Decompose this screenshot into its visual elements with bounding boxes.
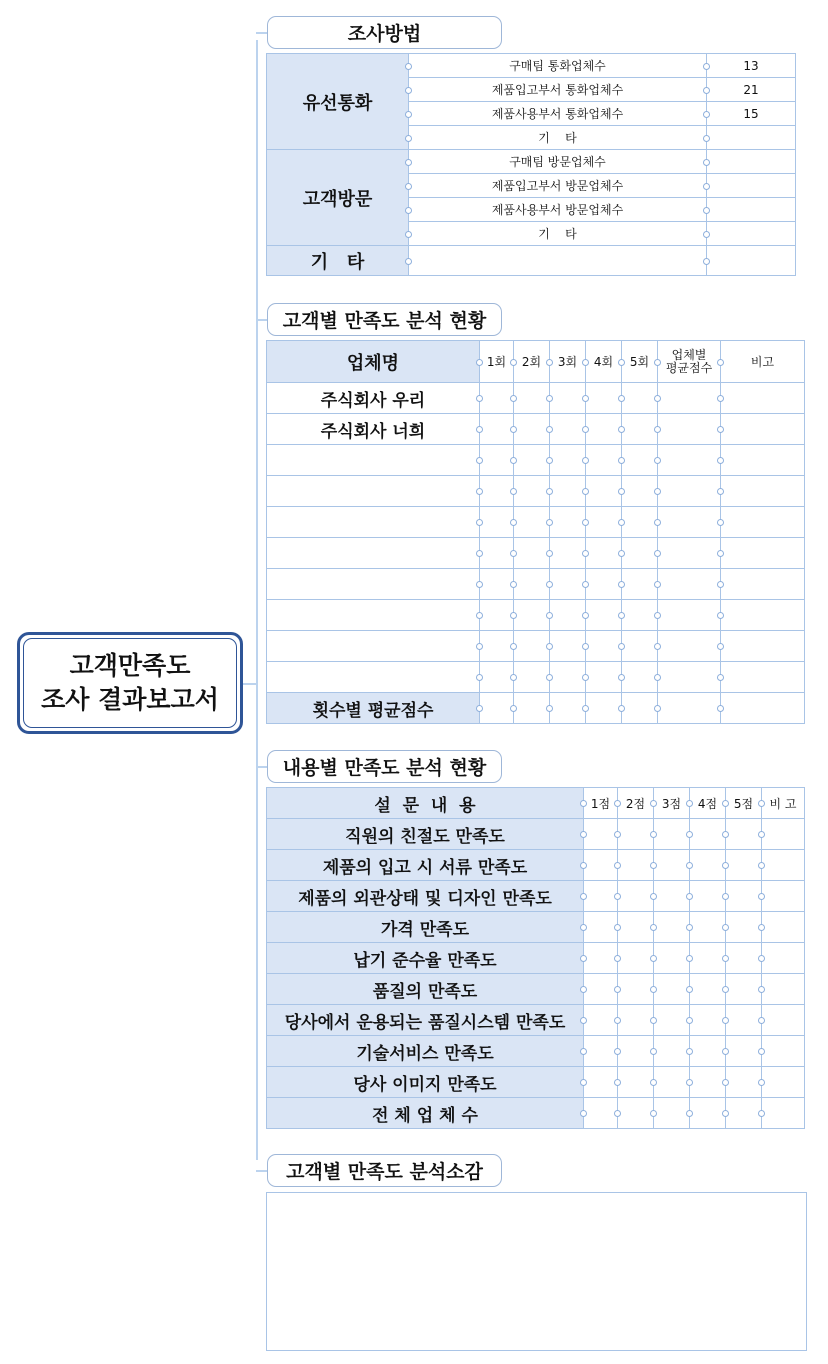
score-cell[interactable] (550, 631, 586, 662)
score-cell[interactable] (726, 912, 762, 943)
cell (550, 693, 586, 724)
header-score-2: 2점 (618, 788, 654, 819)
company-name (267, 631, 480, 662)
score-cell[interactable] (721, 507, 805, 538)
score-cell[interactable] (584, 881, 618, 912)
method-item: 구매팀 방문업체수 (409, 150, 707, 174)
score-cell[interactable] (721, 600, 805, 631)
survey-item: 직원의 친절도 만족도 (267, 819, 584, 850)
score-cell[interactable] (618, 1067, 654, 1098)
score-cell[interactable] (584, 1036, 618, 1067)
method-value: 15 (707, 102, 796, 126)
survey-item: 가격 만족도 (267, 912, 584, 943)
score-cell[interactable] (480, 538, 514, 569)
central-topic[interactable] (17, 632, 243, 734)
score-cell[interactable] (618, 1036, 654, 1067)
survey-method-table (266, 53, 796, 276)
score-cell[interactable] (658, 383, 721, 414)
group-label-other: 기 타 (267, 246, 409, 276)
score-cell[interactable] (480, 600, 514, 631)
company-row (267, 600, 805, 631)
header-round-4: 4회 (586, 341, 622, 383)
topic-survey-method-label: 조사방법 (347, 23, 422, 45)
header-average-line2: 평균점수 (665, 360, 713, 375)
score-cell[interactable] (726, 881, 762, 912)
score-cell[interactable] (721, 445, 805, 476)
score-cell[interactable] (514, 569, 550, 600)
score-cell[interactable] (584, 912, 618, 943)
score-cell[interactable] (514, 538, 550, 569)
method-item: 기 타 (409, 126, 707, 150)
group-label-visit: 고객방문 (267, 150, 409, 246)
score-cell[interactable] (658, 507, 721, 538)
score-cell[interactable] (550, 507, 586, 538)
score-cell[interactable] (690, 974, 726, 1005)
cell (622, 693, 658, 724)
score-cell[interactable] (658, 600, 721, 631)
score-cell[interactable] (514, 631, 550, 662)
score-cell[interactable] (726, 943, 762, 974)
topic-analysis-comments[interactable] (267, 1154, 502, 1187)
score-cell[interactable] (586, 662, 622, 693)
score-cell[interactable] (690, 850, 726, 881)
header-average (658, 341, 721, 383)
score-cell[interactable] (618, 881, 654, 912)
score-cell[interactable] (550, 476, 586, 507)
header-average-line1: 업체별 (671, 347, 707, 362)
score-cell[interactable] (762, 819, 805, 850)
score-cell[interactable] (622, 383, 658, 414)
score-cell[interactable] (586, 476, 622, 507)
cell (586, 693, 622, 724)
company-name (267, 538, 480, 569)
score-cell[interactable] (550, 569, 586, 600)
content-row (267, 1036, 805, 1067)
score-cell[interactable] (658, 445, 721, 476)
score-cell[interactable] (480, 662, 514, 693)
score-cell[interactable] (514, 414, 550, 445)
score-cell[interactable] (690, 1005, 726, 1036)
method-value: 13 (707, 54, 796, 78)
content-row (267, 881, 805, 912)
score-cell[interactable] (762, 881, 805, 912)
score-cell[interactable] (690, 943, 726, 974)
score-cell[interactable] (654, 912, 690, 943)
score-cell[interactable] (586, 631, 622, 662)
score-cell[interactable] (622, 445, 658, 476)
method-value (707, 150, 796, 174)
score-cell[interactable] (654, 1005, 690, 1036)
header-round-5: 5회 (622, 341, 658, 383)
header-note: 비고 (721, 341, 805, 383)
company-row (267, 631, 805, 662)
score-cell[interactable] (618, 943, 654, 974)
company-row (267, 538, 805, 569)
score-cell[interactable] (586, 507, 622, 538)
score-cell[interactable] (584, 1067, 618, 1098)
score-cell[interactable] (690, 819, 726, 850)
header-round-3: 3회 (550, 341, 586, 383)
score-cell[interactable] (550, 662, 586, 693)
score-cell[interactable] (622, 662, 658, 693)
method-item: 제품사용부서 방문업체수 (409, 198, 707, 222)
score-cell[interactable] (721, 631, 805, 662)
score-cell[interactable] (654, 1036, 690, 1067)
score-cell[interactable] (726, 1067, 762, 1098)
score-cell[interactable] (480, 631, 514, 662)
score-cell[interactable] (654, 819, 690, 850)
topic-customer-satisfaction[interactable] (267, 303, 502, 336)
score-cell[interactable] (726, 1036, 762, 1067)
cell (658, 693, 721, 724)
score-cell[interactable] (550, 383, 586, 414)
company-row (267, 445, 805, 476)
score-cell[interactable] (514, 383, 550, 414)
score-cell[interactable] (726, 850, 762, 881)
score-cell[interactable] (480, 569, 514, 600)
score-cell[interactable] (762, 912, 805, 943)
cell (514, 693, 550, 724)
central-title-line1: 고객만족도 (69, 651, 191, 680)
score-cell[interactable] (658, 662, 721, 693)
company-row (267, 507, 805, 538)
score-cell[interactable] (622, 600, 658, 631)
method-value: 21 (707, 78, 796, 102)
score-cell[interactable] (618, 850, 654, 881)
score-cell[interactable] (721, 476, 805, 507)
score-cell[interactable] (622, 507, 658, 538)
company-name (267, 445, 480, 476)
topic-content-satisfaction[interactable] (267, 750, 502, 783)
score-cell[interactable] (654, 850, 690, 881)
company-row (267, 476, 805, 507)
cell (721, 693, 805, 724)
score-cell[interactable] (550, 600, 586, 631)
score-cell[interactable] (690, 1036, 726, 1067)
company-name (267, 507, 480, 538)
score-cell[interactable] (514, 662, 550, 693)
method-item: 제품입고부서 방문업체수 (409, 174, 707, 198)
content-row (267, 912, 805, 943)
survey-item: 제품의 입고 시 서류 만족도 (267, 850, 584, 881)
method-item: 기 타 (409, 222, 707, 246)
score-cell[interactable] (586, 600, 622, 631)
score-cell[interactable] (550, 445, 586, 476)
score-cell[interactable] (762, 1036, 805, 1067)
header-score-3: 3점 (654, 788, 690, 819)
company-name: 주식회사 너희 (267, 414, 480, 445)
score-cell[interactable] (584, 974, 618, 1005)
survey-item: 품질의 만족도 (267, 974, 584, 1005)
score-cell[interactable] (658, 569, 721, 600)
method-value (707, 222, 796, 246)
score-cell[interactable] (721, 383, 805, 414)
content-row (267, 943, 805, 974)
score-cell[interactable] (584, 819, 618, 850)
company-row (267, 569, 805, 600)
score-cell[interactable] (690, 912, 726, 943)
header-survey-content: 설 문 내 용 (267, 788, 584, 819)
score-cell[interactable] (618, 1098, 654, 1129)
score-cell[interactable] (721, 569, 805, 600)
score-cell[interactable] (514, 600, 550, 631)
customer-satisfaction-table (266, 340, 805, 724)
score-cell[interactable] (658, 476, 721, 507)
method-value (707, 126, 796, 150)
score-cell[interactable] (690, 1067, 726, 1098)
cell (480, 693, 514, 724)
survey-item: 제품의 외관상태 및 디자인 만족도 (267, 881, 584, 912)
header-company: 업체명 (267, 341, 480, 383)
score-cell[interactable] (654, 881, 690, 912)
score-cell[interactable] (618, 1005, 654, 1036)
company-name (267, 662, 480, 693)
score-cell[interactable] (480, 383, 514, 414)
score-cell[interactable] (618, 819, 654, 850)
score-cell[interactable] (480, 507, 514, 538)
content-row (267, 974, 805, 1005)
score-cell[interactable] (480, 414, 514, 445)
method-item: 제품사용부서 통화업체수 (409, 102, 707, 126)
company-name (267, 600, 480, 631)
header-round-1: 1회 (480, 341, 514, 383)
score-cell[interactable] (622, 569, 658, 600)
score-cell[interactable] (584, 943, 618, 974)
topic-customer-satisfaction-label: 고객별 만족도 분석 현황 (282, 310, 487, 332)
central-title-line2: 조사 결과보고서 (41, 685, 219, 714)
score-cell[interactable] (550, 538, 586, 569)
score-cell[interactable] (762, 1098, 805, 1129)
score-cell[interactable] (586, 383, 622, 414)
company-row (267, 414, 805, 445)
score-cell[interactable] (762, 1005, 805, 1036)
score-cell[interactable] (622, 631, 658, 662)
score-cell[interactable] (721, 662, 805, 693)
score-cell[interactable] (726, 974, 762, 1005)
score-cell[interactable] (618, 974, 654, 1005)
method-item (409, 246, 707, 276)
content-row (267, 819, 805, 850)
footer-round-average: 횟수별 평균점수 (267, 693, 480, 724)
score-cell[interactable] (726, 1005, 762, 1036)
score-cell[interactable] (654, 974, 690, 1005)
topic-content-satisfaction-label: 내용별 만족도 분석 현황 (282, 757, 487, 779)
content-satisfaction-table (266, 787, 805, 1129)
score-cell[interactable] (586, 414, 622, 445)
method-value (707, 198, 796, 222)
score-cell[interactable] (514, 445, 550, 476)
score-cell[interactable] (586, 538, 622, 569)
header-score-1: 1점 (584, 788, 618, 819)
company-row (267, 662, 805, 693)
score-cell[interactable] (480, 445, 514, 476)
score-cell[interactable] (586, 569, 622, 600)
score-cell[interactable] (654, 1067, 690, 1098)
survey-item: 납기 준수율 만족도 (267, 943, 584, 974)
score-cell[interactable] (721, 538, 805, 569)
score-cell[interactable] (586, 445, 622, 476)
content-row (267, 1005, 805, 1036)
score-cell[interactable] (658, 631, 721, 662)
score-cell[interactable] (721, 414, 805, 445)
analysis-comments-box[interactable] (266, 1192, 807, 1351)
score-cell[interactable] (762, 1067, 805, 1098)
company-row (267, 383, 805, 414)
group-label-phone: 유선통화 (267, 54, 409, 150)
score-cell[interactable] (622, 476, 658, 507)
header-score-4: 4점 (690, 788, 726, 819)
survey-item: 당사에서 운용되는 품질시스템 만족도 (267, 1005, 584, 1036)
score-cell[interactable] (726, 819, 762, 850)
method-value (707, 174, 796, 198)
connector-central (243, 683, 257, 685)
company-name (267, 476, 480, 507)
score-cell[interactable] (658, 414, 721, 445)
score-cell[interactable] (762, 974, 805, 1005)
method-value (707, 246, 796, 276)
survey-item: 기술서비스 만족도 (267, 1036, 584, 1067)
header-remark: 비 고 (762, 788, 805, 819)
score-cell[interactable] (658, 538, 721, 569)
score-cell[interactable] (584, 850, 618, 881)
score-cell[interactable] (618, 912, 654, 943)
connector-trunk (256, 40, 258, 1160)
score-cell[interactable] (584, 1098, 618, 1129)
score-cell[interactable] (762, 943, 805, 974)
content-row (267, 1098, 805, 1129)
score-cell[interactable] (690, 881, 726, 912)
topic-analysis-comments-label: 고객별 만족도 분석소감 (286, 1161, 483, 1183)
content-row (267, 1067, 805, 1098)
company-name: 주식회사 우리 (267, 383, 480, 414)
survey-item: 전 체 업 체 수 (267, 1098, 584, 1129)
score-cell[interactable] (654, 943, 690, 974)
score-cell[interactable] (514, 476, 550, 507)
header-round-2: 2회 (514, 341, 550, 383)
score-cell[interactable] (550, 414, 586, 445)
score-cell[interactable] (726, 1098, 762, 1129)
score-cell[interactable] (622, 414, 658, 445)
survey-item: 당사 이미지 만족도 (267, 1067, 584, 1098)
score-cell[interactable] (622, 538, 658, 569)
method-item: 제품입고부서 통화업체수 (409, 78, 707, 102)
content-row (267, 850, 805, 881)
score-cell[interactable] (584, 1005, 618, 1036)
score-cell[interactable] (762, 850, 805, 881)
company-name (267, 569, 480, 600)
score-cell[interactable] (654, 1098, 690, 1129)
method-item: 구매팀 통화업체수 (409, 54, 707, 78)
header-score-5: 5점 (726, 788, 762, 819)
score-cell[interactable] (690, 1098, 726, 1129)
score-cell[interactable] (480, 476, 514, 507)
topic-survey-method[interactable] (267, 16, 502, 49)
score-cell[interactable] (514, 507, 550, 538)
